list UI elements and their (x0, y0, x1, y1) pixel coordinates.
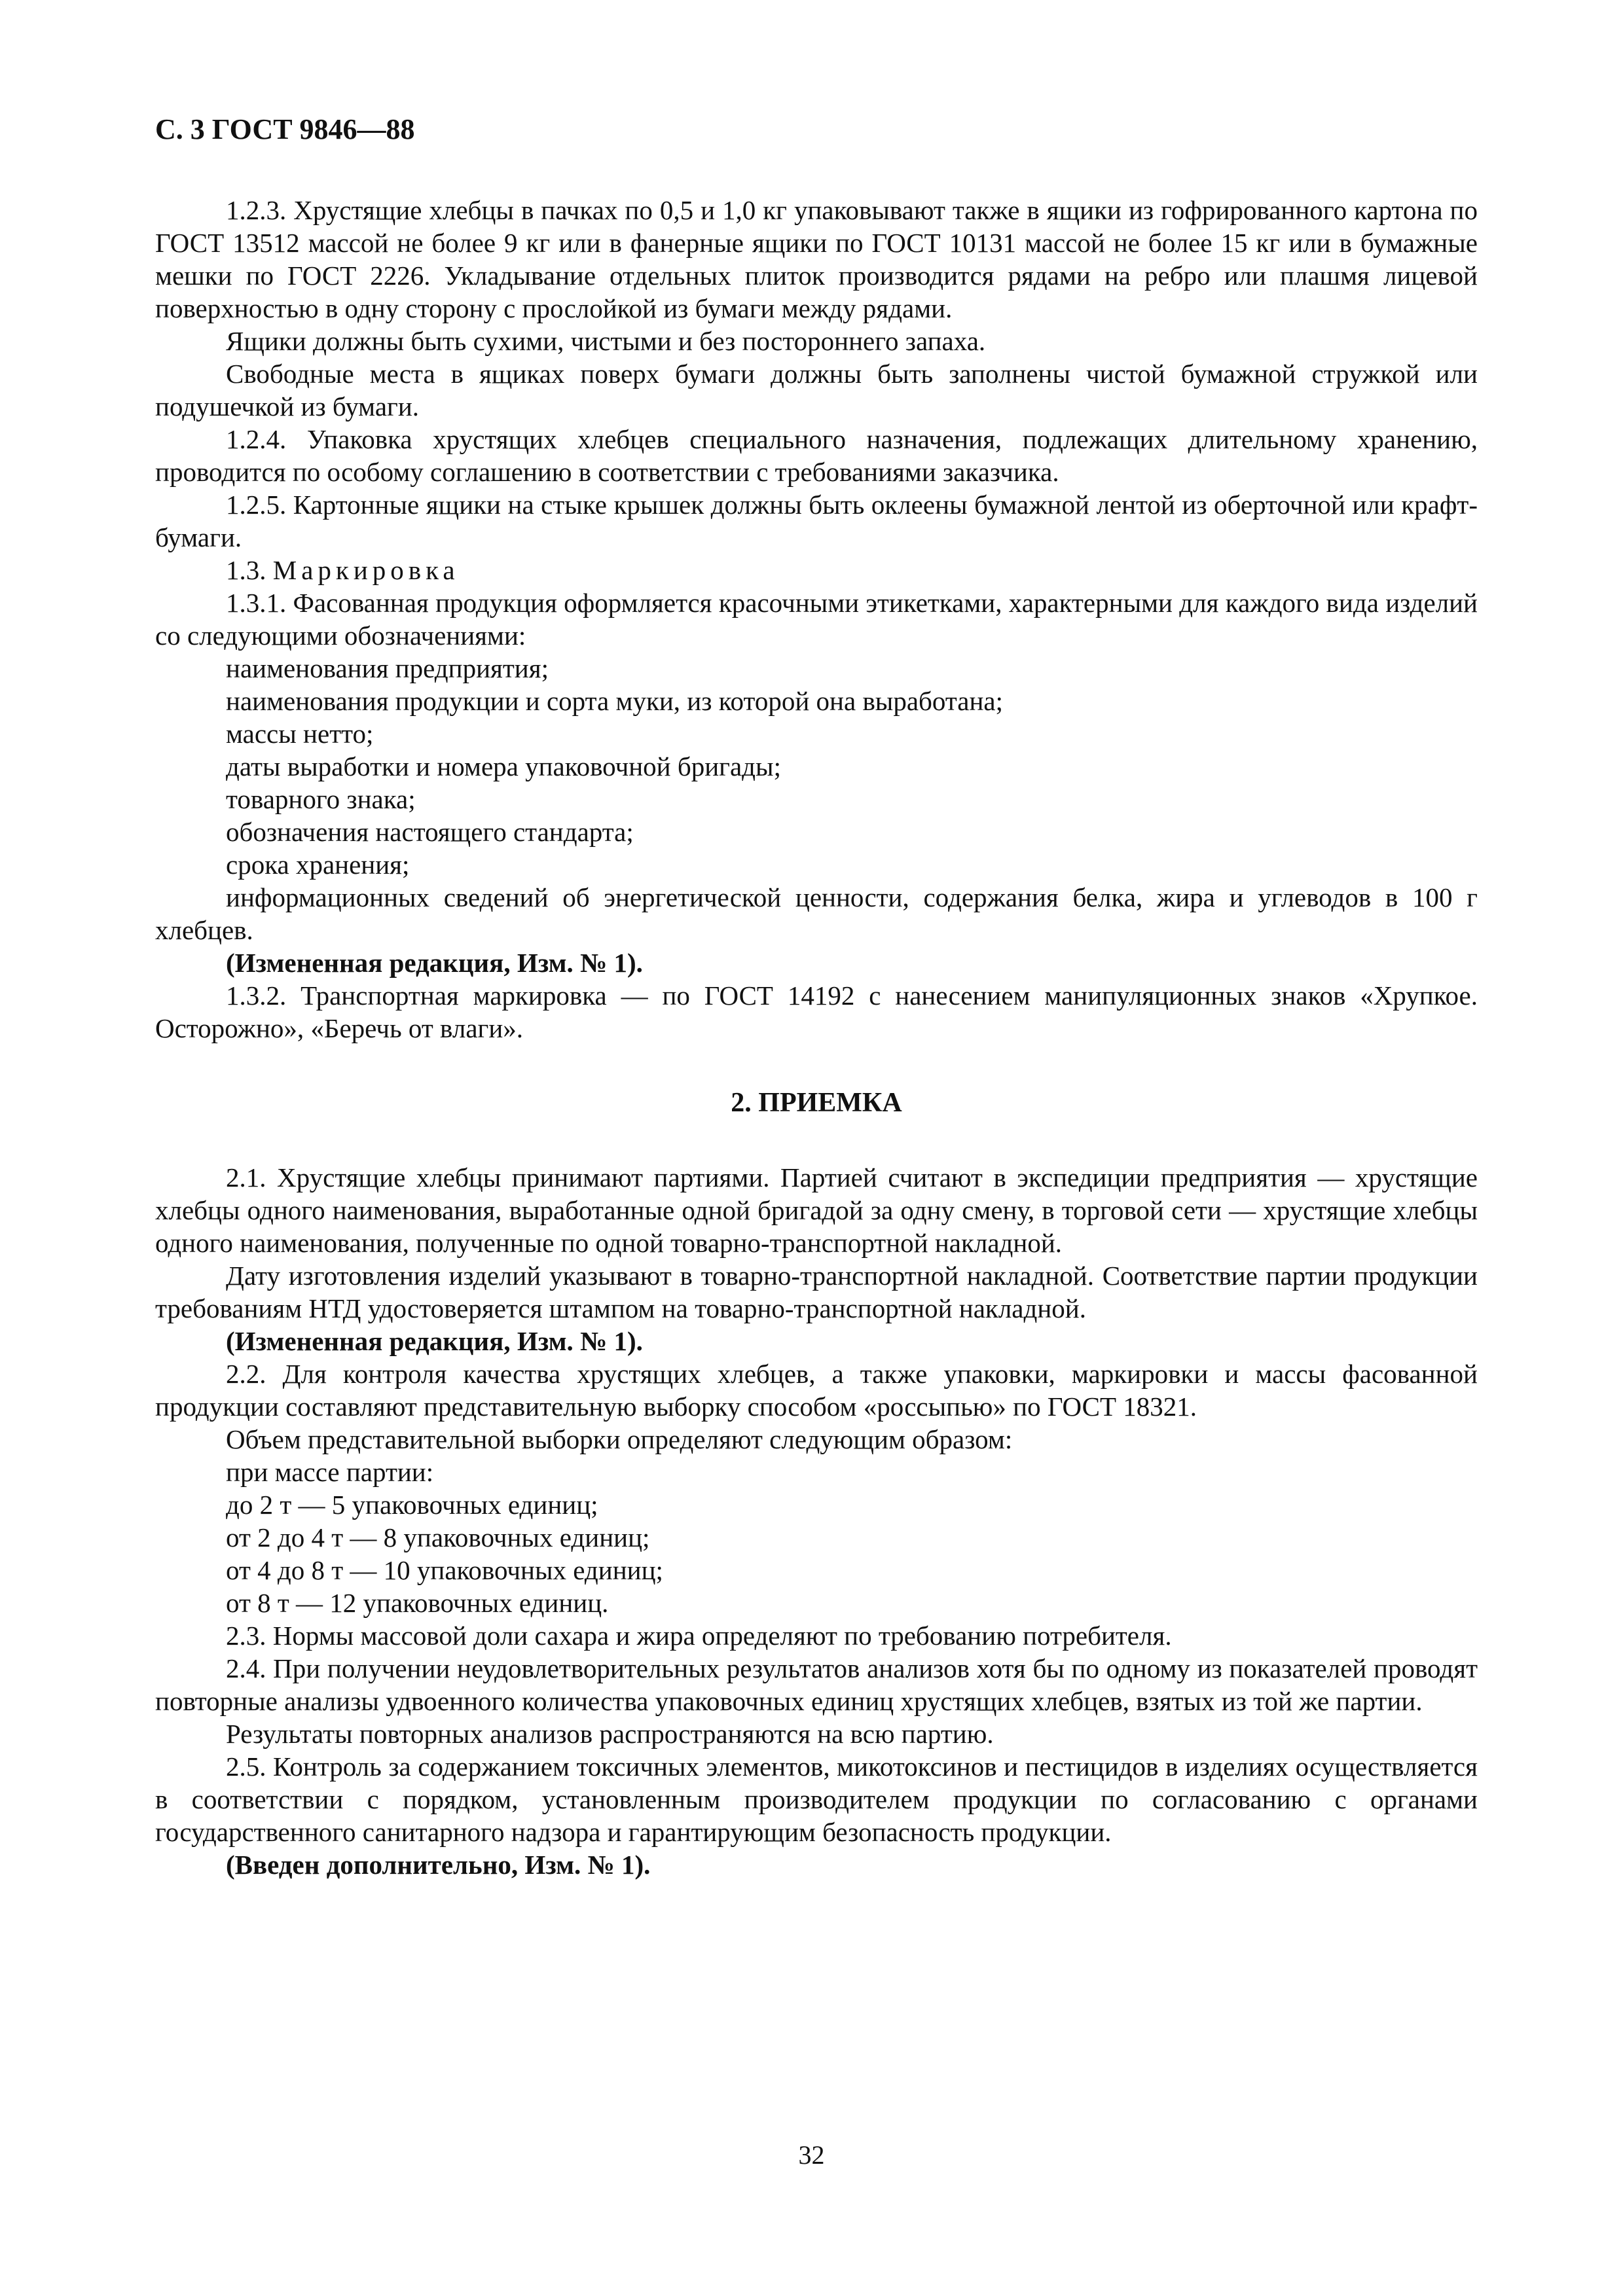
paragraph-1-3-2: 1.3.2. Транспортная маркировка — по ГОСТ 14192 с нанесением манипуляционных знаков «Хрупкое. Осторожно», «Беречь от влаги». (155, 980, 1478, 1043)
marking-item: обозначения настоящего стандарта; (226, 817, 634, 847)
paragraph-2-3: 2.3. Нормы массовой доли сахара и жира определяют по требованию потребителя. (226, 1621, 1172, 1651)
paragraph-2-4: 2.4. При получении неудовлетворительных результатов анализов хотя бы по одному из показателей проводят повторные анализы удвоенного количества упаковочных единиц хрустящих хлебцев, взятых из той же партии. (155, 1653, 1478, 1716)
page-header: С. 3 ГОСТ 9846—88 (155, 113, 415, 145)
marking-item: товарного знака; (226, 784, 416, 814)
section-title-acceptance: 2. ПРИЕМКА (731, 1088, 902, 1118)
marking-heading (155, 554, 1478, 586)
paragraph-sample-intro: Объем представительной выборки определяют следующим образом: (226, 1424, 1013, 1454)
amendment-note: (Измененная редакция, Изм. № 1). (226, 948, 643, 978)
paragraph-2-4-results: Результаты повторных анализов распространяются на всю партию. (226, 1719, 994, 1749)
paragraph-boxes-dry: Ящики должны быть сухими, чистыми и без постороннего запаха. (226, 326, 986, 356)
marking-item: срока хранения; (226, 850, 410, 880)
sample-item: до 2 т — 5 упаковочных единиц; (226, 1490, 598, 1520)
page-number: 32 (798, 2140, 825, 2170)
amendment-note: (Введен дополнительно, Изм. № 1). (226, 1850, 651, 1880)
marking-item: массы нетто; (226, 719, 374, 749)
paragraph-1-2-4: 1.2.4. Упаковка хрустящих хлебцев специального назначения, подлежащих длительному хранению, проводится по особому соглашению в соответствии с требованиями заказчика. (155, 424, 1478, 487)
marking-info-item: информационных сведений об энергетической ценности, содержания белка, жира и углеводов в 100 г хлебцев. (155, 882, 1478, 945)
paragraph-free-space: Свободные места в ящиках поверх бумаги должны быть заполнены чистой бумажной стружкой или подушечкой из бумаги. (155, 359, 1478, 422)
paragraph-2-1: 2.1. Хрустящие хлебцы принимают партиями. Партией считают в экспедиции предприятия — хрустящие хлебцы одного наименования, выработанные одной бригадой за одну смену, в торговой сети — хрустящие хлебцы одного наименования, полученные по одной товарно-транспортной накладной. (155, 1162, 1478, 1258)
sample-item: от 2 до 4 т — 8 упаковочных единиц; (226, 1522, 650, 1552)
paragraph-1-2-5: 1.2.5. Картонные ящики на стыке крышек должны быть оклеены бумажной лентой из оберточной или крафт-бумаги. (155, 490, 1478, 552)
paragraph-2-2: 2.2. Для контроля качества хрустящих хлебцев, а также упаковки, маркировки и массы фасованной продукции составляют представительную выборку способом «россыпью» по ГОСТ 18321. (155, 1359, 1478, 1422)
marking-heading-number: 1.3. (226, 555, 266, 585)
paragraph-1-2-3: 1.2.3. Хрустящие хлебцы в пачках по 0,5 и 1,0 кг упаковывают также в ящики из гофрированного картона по ГОСТ 13512 массой не более 9 кг или в фанерные ящики по ГОСТ 10131 массой не более 15 кг или в бумажные мешки по ГОСТ 2226. Укладывание отдельных плиток производится рядами на ребро или плашмя лицевой поверхностью в одну сторону с прослойкой из бумаги между рядами. (155, 195, 1478, 323)
sample-item: при массе партии: (226, 1457, 434, 1487)
amendment-note: (Измененная редакция, Изм. № 1). (226, 1326, 643, 1356)
marking-item: наименования продукции и сорта муки, из которой она выработана; (226, 686, 1004, 716)
sample-item: от 4 до 8 т — 10 упаковочных единиц; (226, 1555, 663, 1585)
marking-item: даты выработки и номера упаковочной бригады; (226, 751, 781, 781)
marking-item: наименования предприятия; (226, 653, 549, 683)
paragraph-2-5: 2.5. Контроль за содержанием токсичных элементов, микотоксинов и пестицидов в изделиях осуществляется в соответствии с порядком, установленным производителем продукции по согласованию с органами государственного санитарного надзора и гарантирующим безопасность продукции. (155, 1751, 1478, 1847)
document-page (155, 111, 1478, 1881)
paragraph-1-3-1: 1.3.1. Фасованная продукция оформляется красочными этикетками, характерными для каждого вида изделий со следующими обозначениями: (155, 588, 1478, 651)
marking-heading-text: Маркировка (272, 555, 460, 585)
sample-item: от 8 т — 12 упаковочных единиц. (226, 1588, 609, 1618)
paragraph-2-1-date: Дату изготовления изделий указывают в товарно-транспортной накладной. Соответствие партии продукции требованиям НТД удостоверяется штампом на товарно-транспортной накладной. (155, 1261, 1478, 1323)
